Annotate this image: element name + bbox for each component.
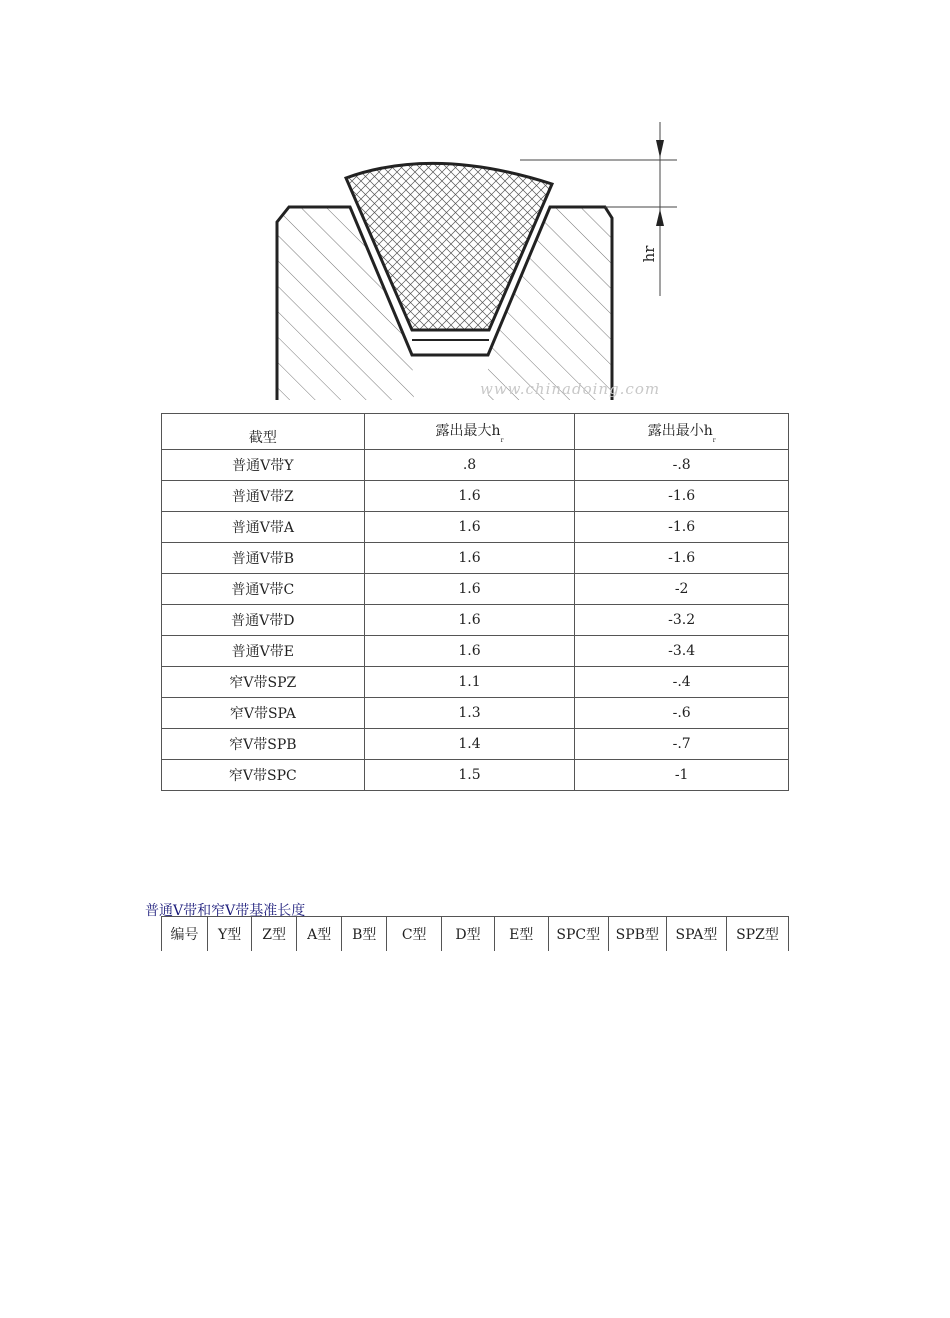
- cell-min: -3.4: [575, 636, 789, 667]
- cell-max: 1.6: [364, 543, 575, 574]
- length-header-cell: Y型: [208, 917, 252, 952]
- cell-max: 1.6: [364, 605, 575, 636]
- length-header-cell: SPB型: [608, 917, 666, 952]
- length-header-cell: B型: [342, 917, 387, 952]
- table-row: [162, 512, 789, 543]
- cell-max: 1.1: [364, 667, 575, 698]
- cell-max: 1.5: [364, 760, 575, 791]
- exposure-table: [161, 413, 789, 791]
- cell-min: -3.2: [575, 605, 789, 636]
- cell-type: 窄V带SPB: [162, 729, 365, 760]
- cell-min: -1: [575, 760, 789, 791]
- arrow-down: [656, 140, 664, 158]
- cell-max: 1.6: [364, 481, 575, 512]
- length-table: [161, 916, 789, 951]
- dimension-label-hr: hr: [640, 245, 658, 263]
- cell-type: 普通V带Y: [162, 450, 365, 481]
- header-max: 露出最大$h_r$: [364, 414, 575, 450]
- cell-type: 普通V带A: [162, 512, 365, 543]
- table-row: [162, 450, 789, 481]
- length-header-cell: SPA型: [666, 917, 726, 952]
- table-row: [162, 636, 789, 667]
- table-row: [162, 605, 789, 636]
- length-header-cell: 编号: [162, 917, 208, 952]
- v-belt-groove-diagram: [262, 118, 682, 403]
- table-row: [162, 543, 789, 574]
- cell-max: .8: [364, 450, 575, 481]
- cell-type: 窄V带SPA: [162, 698, 365, 729]
- length-table-header-row: [162, 917, 789, 952]
- cell-type: 普通V带D: [162, 605, 365, 636]
- cell-type: 普通V带B: [162, 543, 365, 574]
- cell-min: -.8: [575, 450, 789, 481]
- cell-max: 1.4: [364, 729, 575, 760]
- cell-max: 1.3: [364, 698, 575, 729]
- table-row: [162, 574, 789, 605]
- cell-type: 普通V带Z: [162, 481, 365, 512]
- length-header-cell: C型: [387, 917, 442, 952]
- cell-min: -.4: [575, 667, 789, 698]
- header-type: 截型: [162, 414, 365, 450]
- cell-min: -.7: [575, 729, 789, 760]
- cell-max: 1.6: [364, 512, 575, 543]
- watermark: www.chinadoing.com: [480, 380, 661, 398]
- length-header-cell: Z型: [252, 917, 297, 952]
- cell-min: -1.6: [575, 512, 789, 543]
- table-row: [162, 667, 789, 698]
- cell-type: 窄V带SPC: [162, 760, 365, 791]
- cell-min: -1.6: [575, 543, 789, 574]
- length-table-title: 普通V带和窄V带基准长度: [145, 903, 306, 919]
- length-header-cell: E型: [494, 917, 548, 952]
- length-header-cell: SPC型: [548, 917, 608, 952]
- length-header-cell: D型: [442, 917, 495, 952]
- table-header-row: [162, 414, 789, 450]
- table-row: [162, 729, 789, 760]
- table-row: [162, 481, 789, 512]
- cell-type: 普通V带C: [162, 574, 365, 605]
- cell-type: 窄V带SPZ: [162, 667, 365, 698]
- cell-type: 普通V带E: [162, 636, 365, 667]
- table-row: [162, 698, 789, 729]
- cell-min: -.6: [575, 698, 789, 729]
- arrow-up: [656, 209, 664, 226]
- cell-min: -2: [575, 574, 789, 605]
- cell-max: 1.6: [364, 636, 575, 667]
- cell-min: -1.6: [575, 481, 789, 512]
- length-header-cell: SPZ型: [726, 917, 788, 952]
- header-min: 露出最小$h_r$: [575, 414, 789, 450]
- table-row: [162, 760, 789, 791]
- length-header-cell: A型: [297, 917, 342, 952]
- cell-max: 1.6: [364, 574, 575, 605]
